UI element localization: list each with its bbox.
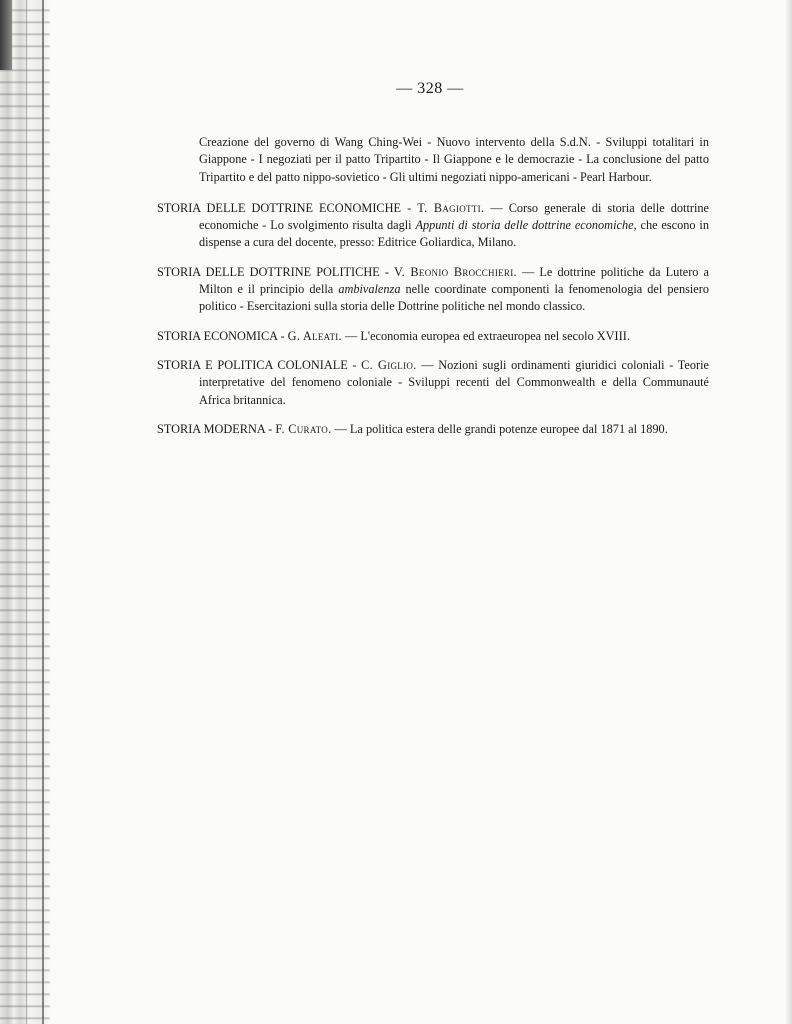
course-description: — L'economia europea ed extraeuropea nel secolo XVIII.: [341, 328, 630, 343]
course-description-end: nelle coordinate componenti la fenomenologia del pensiero politico - Esercitazioni sulla storia delle Dottrine politiche nel mondo classico.: [199, 282, 709, 314]
binding-fold-line: [26, 0, 27, 1024]
course-description-italic: Appunti di storia delle dottrine economiche,: [415, 218, 637, 233]
course-title: STORIA DELLE DOTTRINE POLITICHE -: [157, 264, 395, 279]
course-entry-storia-moderna: [157, 421, 709, 438]
course-title: STORIA DELLE DOTTRINE ECONOMICHE -: [157, 200, 418, 215]
course-title: STORIA ECONOMICA -: [157, 328, 288, 343]
course-description: — Le dottrine politiche da Lutero a Milton e il principio della: [199, 264, 710, 297]
continued-paragraph: Creazione del governo di Wang Ching-Wei - Nuovo intervento della S.d.N. - Sviluppi totalitari in Giappone - I negoziati per il patto Tripartito - Il Giappone e le democrazie - La conclusione del patto Tripartito e del patto nippo-sovietico - Gli ultimi negoziati nippo-americani - Pearl Harbour.: [199, 135, 709, 184]
course-entry-storia-economica: [157, 328, 709, 345]
course-entry-storia-politica-coloniale: [157, 357, 709, 409]
page-number: — 328 —: [396, 80, 464, 97]
binding-edge: [0, 0, 12, 70]
page-right-edge: [786, 0, 792, 1024]
binding-gutter-line: [42, 0, 44, 1024]
course-description: — Nozioni sugli ordinamenti giuridici coloniali - Teorie interpretative del fenomeno coloniale - Sviluppi recenti del Commonwealth e della Communauté Africa britannica.: [199, 357, 709, 407]
course-title: STORIA MODERNA -: [157, 421, 276, 436]
course-teacher: T. Bagiotti.: [417, 200, 485, 215]
course-description: — Corso generale di storia delle dottrine economiche - Lo svolgimento risulta dagli: [199, 200, 709, 233]
course-entry-storia-dottrine-politiche: [157, 264, 709, 316]
course-description: — La politica estera delle grandi potenze europee dal 1871 al 1890.: [331, 421, 668, 436]
course-teacher: V. Beonio Brocchieri.: [394, 264, 517, 279]
course-title: STORIA E POLITICA COLONIALE -: [157, 357, 362, 372]
course-description-italic: ambivalenza: [338, 282, 401, 297]
page-content: [157, 134, 709, 438]
course-teacher: F. Curato.: [275, 421, 332, 436]
course-teacher: C. Giglio.: [361, 357, 417, 372]
course-entry-storia-dottrine-economiche: [157, 200, 709, 252]
course-description-end: che escono in dispense a cura del docente, presso: Editrice Goliardica, Milano.: [199, 218, 709, 250]
course-teacher: G. Aleati.: [287, 328, 342, 343]
